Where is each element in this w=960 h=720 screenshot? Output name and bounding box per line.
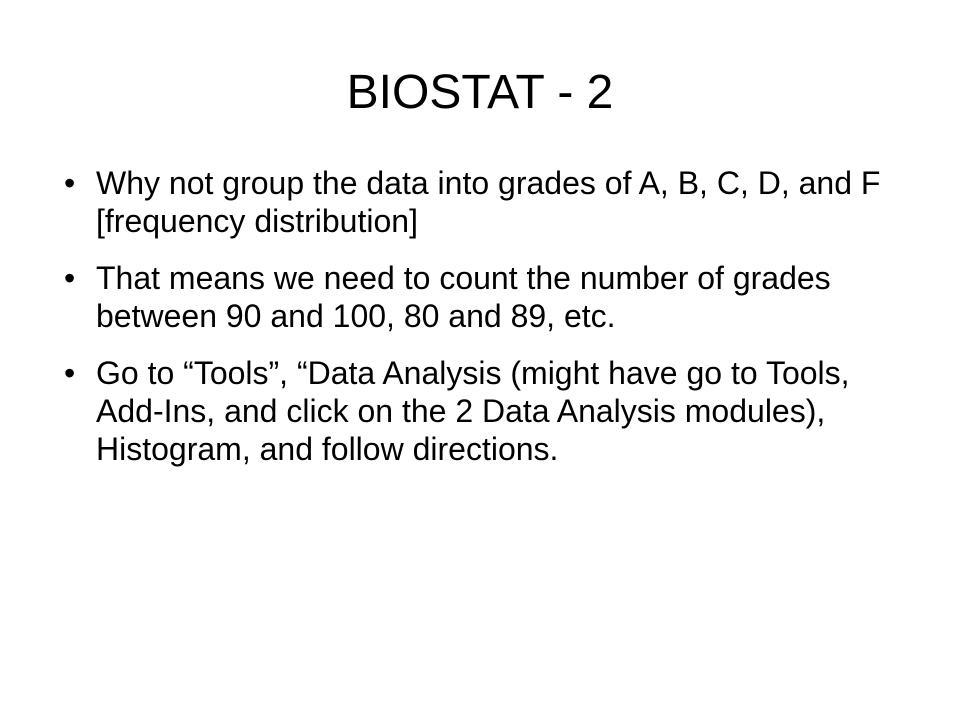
bullet-marker: • xyxy=(64,260,76,296)
bullet-marker: • xyxy=(64,355,76,391)
bullet-text: Go to “Tools”, “Data Analysis (might have go to Tools, Add-Ins, and click on the 2 Data Analysis modules), Histogram, and follow directions. xyxy=(96,355,850,467)
bullet-list xyxy=(64,164,904,487)
slide-title: BIOSTAT - 2 xyxy=(346,66,614,119)
bullet-marker: • xyxy=(64,165,76,201)
bullet-item xyxy=(64,259,904,335)
bullet-text: Why not group the data into grades of A, B, C, D, and F [frequency distribution] xyxy=(96,165,881,239)
bullet-item xyxy=(64,354,904,468)
bullet-text: That means we need to count the number of grades between 90 and 100, 80 and 89, etc. xyxy=(96,260,831,334)
bullet-item xyxy=(64,164,904,240)
